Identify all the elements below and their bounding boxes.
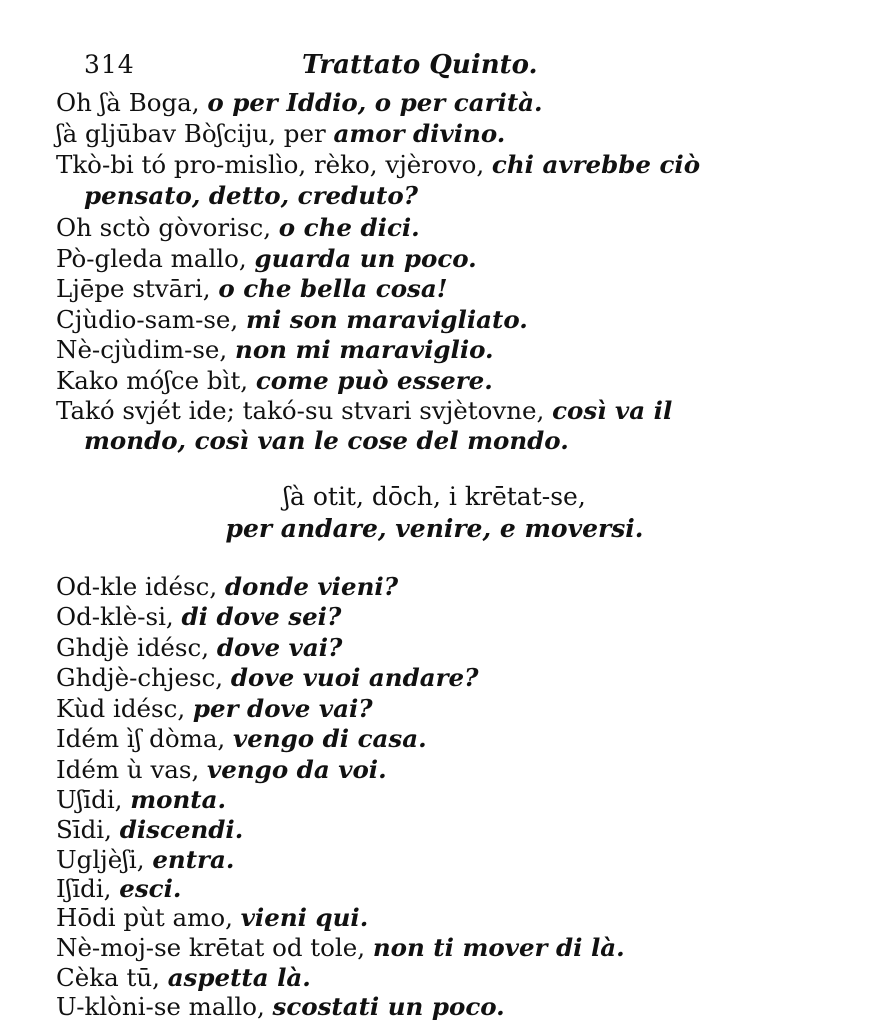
phrase-line: Sīdi, discendi. — [56, 815, 244, 844]
phrase-line: Ljēpe stvāri, o che bella cosa! — [56, 274, 448, 303]
phrase-line: Nè-cjùdim-se, non mi maraviglio. — [56, 335, 494, 364]
phrase-line: Oh ʃà Boga, o per Iddio, o per carità. — [56, 88, 543, 117]
phrase-line: Ugljèʃi, entra. — [56, 845, 235, 874]
running-title: Trattato Quinto. — [302, 50, 538, 80]
phrase-line: Idém ù vas, vengo da voi. — [56, 755, 387, 784]
phrase-line: Od-kle idésc, donde vieni? — [56, 572, 399, 601]
phrase-line: Uʃīdi, monta. — [56, 785, 227, 814]
phrase-line: Tkò-bi tó pro-mislìo, rèko, vjèrovo, chi avrebbe ciò — [56, 150, 701, 179]
phrase-line: Od-klè-si, di dove sei? — [56, 602, 342, 631]
phrase-line-continued: pensato, detto, creduto? — [84, 181, 419, 210]
phrase-line: Cjùdio-sam-se, mi son maravigliato. — [56, 305, 528, 334]
phrase-line: Nè-moj-se krētat od tole, non ti mover di là. — [56, 933, 625, 962]
phrase-line: U-klòni-se mallo, scostati un poco. — [56, 992, 505, 1021]
phrase-line: Ghdjè-chjesc, dove vuoi andare? — [56, 663, 479, 692]
phrase-line: Pò-gleda mallo, guarda un poco. — [56, 244, 477, 273]
phrase-line: Takó svjét ide; takó-su stvari svjètovne, così va il — [56, 396, 673, 425]
phrase-line: Oh sctò gòvorisc, o che dici. — [56, 213, 420, 242]
section-heading-translation: per andare, venire, e moversi. — [225, 514, 644, 543]
page-number: 314 — [84, 50, 135, 79]
phrase-line: Kùd idésc, per dove vai? — [56, 694, 373, 723]
phrase-line: Kako móʃce bìt, come può essere. — [56, 366, 493, 395]
phrase-line: Idém ìʃ dòma, vengo di casa. — [56, 724, 427, 753]
phrase-line: ʃà gljūbav Bòʃciju, per amor divino. — [56, 119, 506, 148]
phrase-line: Ghdjè idésc, dove vai? — [56, 633, 343, 662]
phrase-line: Hōdi pùt amo, vieni qui. — [56, 903, 369, 932]
phrase-line: Iʃīdi, esci. — [56, 874, 182, 903]
page-header — [84, 50, 784, 86]
phrase-line: Cèka tū, aspetta là. — [56, 963, 311, 992]
section-heading: ʃà otit, dōch, i krētat-se, — [283, 482, 586, 511]
phrase-line-continued: mondo, così van le cose del mondo. — [84, 426, 569, 455]
